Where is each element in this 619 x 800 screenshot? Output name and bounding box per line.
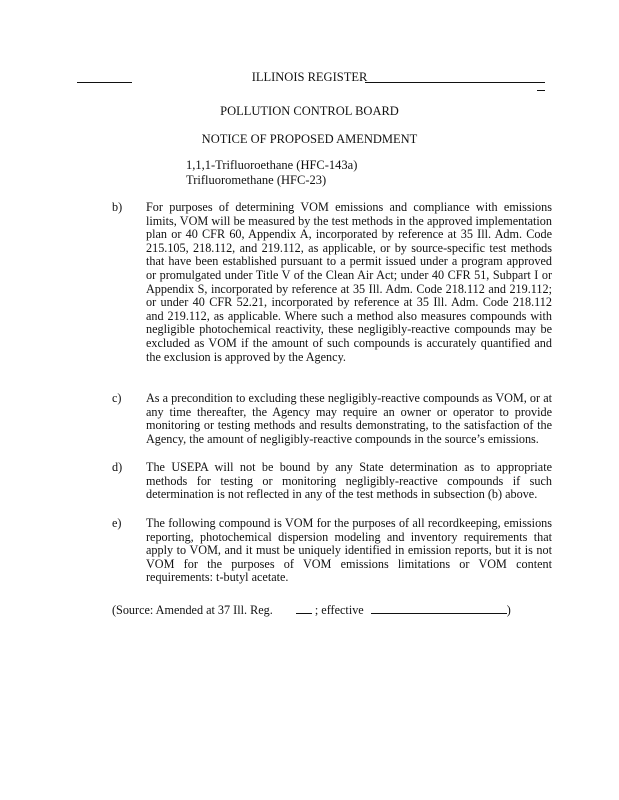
subsection-label: c) bbox=[112, 391, 122, 405]
source-effective: ; effective bbox=[314, 603, 364, 617]
effective-blank bbox=[371, 602, 507, 614]
subsection-text: For purposes of determining VOM emissions and compliance with emissions limits, VOM will be measured by the test methods in the approved implementation plan or 40 CFR 60, Appendix A, incorporated by reference at 35 Ill. Adm. Code 215.105, 218.112, and 219.112, as applicable, or by source-specific test methods that have been established pursuant to a permit issued under a program approved or promulgated under Title V of the Clean Air Act; under 40 CFR 51, Subpart I or Appendix S, incorporated by reference at 35 Ill. Adm. Code 218.112 and 219.112; or under 40 CFR 52.21, incorporated by reference at 35 Ill. Adm. Code 218.112 and 219.112, as applicable. Where such a method also measures compounds with negligible photochemical reactivity, these negligibly-reactive compounds may be excluded as VOM if the amount of such compounds is accurately quantified and the exclusion is approved by the Agency. bbox=[146, 200, 552, 364]
subsection-b bbox=[112, 201, 552, 364]
compound-item: Trifluoromethane (HFC-23) bbox=[186, 172, 327, 187]
source-note bbox=[112, 602, 511, 617]
compound-item: 1,1,1-Trifluoroethane (HFC-143a) bbox=[186, 158, 358, 172]
subsection-text: As a precondition to excluding these negligibly-reactive compounds as VOM, or at any time thereafter, the Agency may require an owner or operator to provide monitoring or testing methods and results demonstrating, to the satisfaction of the Agency, the amount of negligibly-reactive compounds in the source’s emissions. bbox=[146, 391, 552, 446]
notice-title: NOTICE OF PROPOSED AMENDMENT bbox=[201, 132, 418, 146]
subsection-c bbox=[112, 392, 552, 446]
register-title: ILLINOIS REGISTER bbox=[251, 70, 368, 84]
board-title: POLLUTION CONTROL BOARD bbox=[220, 104, 399, 118]
source-prefix: (Source: Amended at 37 Ill. Reg. bbox=[112, 603, 273, 617]
subsection-label: e) bbox=[112, 516, 122, 530]
compound-list bbox=[186, 158, 357, 187]
source-suffix: ) bbox=[506, 603, 511, 617]
reg-blank bbox=[296, 602, 312, 614]
subsection-text: The USEPA will not be bound by any State determination as to appropriate methods for testing or monitoring negligibly-reactive compounds if such determination is not reflected in any of the test methods in subsection (b) above. bbox=[146, 460, 552, 502]
subsection-label: b) bbox=[112, 200, 123, 214]
subsection-text: The following compound is VOM for the purposes of all recordkeeping, emissions reporting, photochemical dispersion modeling and inventory requirements that apply to VOM, and it must be uniquely identified in emission reports, but it is not VOM for the purposes of VOM emissions limitations or VOM content requirements: t-butyl acetate. bbox=[146, 516, 552, 585]
subsection-d bbox=[112, 461, 552, 502]
subsection-label: d) bbox=[112, 460, 123, 474]
subsection-e bbox=[112, 517, 552, 585]
header-rule-tick bbox=[537, 90, 545, 91]
